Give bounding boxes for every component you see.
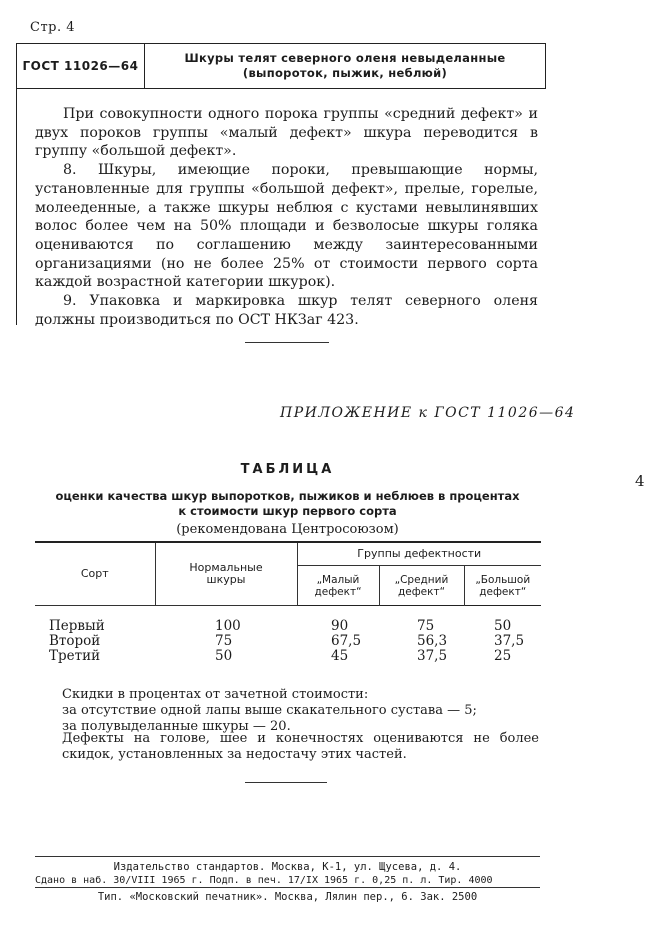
cell-medium: 56,3 [417,633,448,649]
standard-header [16,43,546,89]
standard-title [145,44,545,88]
table-row [35,634,541,649]
header-small-line1: „Малый [316,573,360,586]
imprint-dates: Сдано в наб. 30/VIII 1965 г. Подп. в печ. 17/IX 1965 г. 0,25 п. л. Тир. 4000 [35,875,493,886]
quality-table [35,541,541,664]
cell-small: 67,5 [331,633,362,649]
paragraph-9: 9. Упаковка и маркировка шкур телят северного оленя должны производиться по ОСТ НКЗаг 423. [35,293,538,328]
notes-line1: Скидки в процентах от зачетной стоимости: [62,687,369,702]
header-medium-line2: дефект“ [397,585,446,598]
header-normal [155,542,297,606]
notes-defects [62,731,539,763]
table-title: ТАБЛИЦА [240,462,335,477]
header-large-line1: „Большой [475,573,531,586]
cell-normal: 50 [215,648,233,664]
table-subtitle-line1: оценки качества шкур выпоротков, пыжиков и неблюев в процентах [55,489,520,503]
cell-normal: 75 [215,633,233,649]
standard-title-line1: Шкуры телят северного оленя невыделанные [184,51,506,65]
notes-line4: Дефекты на голове, шее и конечностях оцениваются не более скидок, установленных за недостачу этих частей. [62,731,539,762]
cell-large: 37,5 [494,633,525,649]
table-notes [62,687,540,703]
header-normal-line2: шкуры [206,573,246,586]
header-groups: Группы дефектности [297,542,541,566]
cell-normal: 100 [215,618,241,634]
appendix-heading: ПРИЛОЖЕНИЕ к ГОСТ 11026—64 [280,405,576,421]
header-large-defect [464,566,541,606]
cell-sort: Первый [49,618,105,634]
header-large-line2: дефект“ [479,585,527,598]
imprint-publisher: Издательство стандартов. Москва, К-1, ул. Щусева, д. 4. [113,861,462,873]
imprint-bottom-rule [35,887,540,888]
table-subtitle-line2: к стоимости шкур первого сорта [178,504,397,518]
cell-medium: 75 [417,618,435,634]
cell-large: 50 [494,618,512,634]
left-border-line [16,89,17,325]
separator-rule [245,342,329,343]
body-text [35,105,538,329]
page-number: Стр. 4 [30,20,75,35]
header-medium-defect [379,566,464,606]
table-recommendation: (рекомендована Центросоюзом) [176,522,399,537]
imprint-printer: Тип. «Московский печатник». Москва, Лялин пер., 6. Зак. 2500 [97,891,478,903]
table-row [35,649,541,664]
separator-rule [245,782,327,783]
header-small-line2: дефект“ [314,585,362,598]
header-sort: Сорт [35,542,155,606]
table-row [35,606,541,635]
header-normal-line1: Нормальные [189,561,263,574]
header-medium-line1: „Средний [394,573,449,586]
paragraph-1: При совокупности одного порока группы «средний дефект» и двух пороков группы «малый дефект» шкура переводится в группу «большой дефект». [35,106,538,160]
cell-sort: Третий [49,648,101,664]
header-small-defect [297,566,379,606]
cell-medium: 37,5 [417,648,448,664]
imprint-top-rule [35,856,540,857]
margin-number: 4 [635,472,645,490]
notes-line3: за полувыделанные шкуры — 20. [62,719,291,734]
cell-large: 25 [494,648,512,664]
cell-small: 45 [331,648,349,664]
standard-title-line2: (выпороток, пыжик, неблюй) [242,66,448,80]
cell-small: 90 [331,618,349,634]
cell-sort: Второй [49,633,101,649]
paragraph-8: 8. Шкуры, имеющие пороки, превышающие нормы, установленные для группы «большой дефект», прелые, горелые, молееденные, а также шкуры неблюя с кустами невылинявших волос более чем на 50% площади и безволосые шкуры голяка оцениваются по соглашению между заинтересованными организациями (но не более 25% от стоимости первого сорта каждой возрастной категории шкурок). [35,162,538,291]
standard-number: ГОСТ 11026—64 [17,44,145,88]
notes-line2: за отсутствие одной лапы выше скакательного сустава — 5; [62,703,477,718]
